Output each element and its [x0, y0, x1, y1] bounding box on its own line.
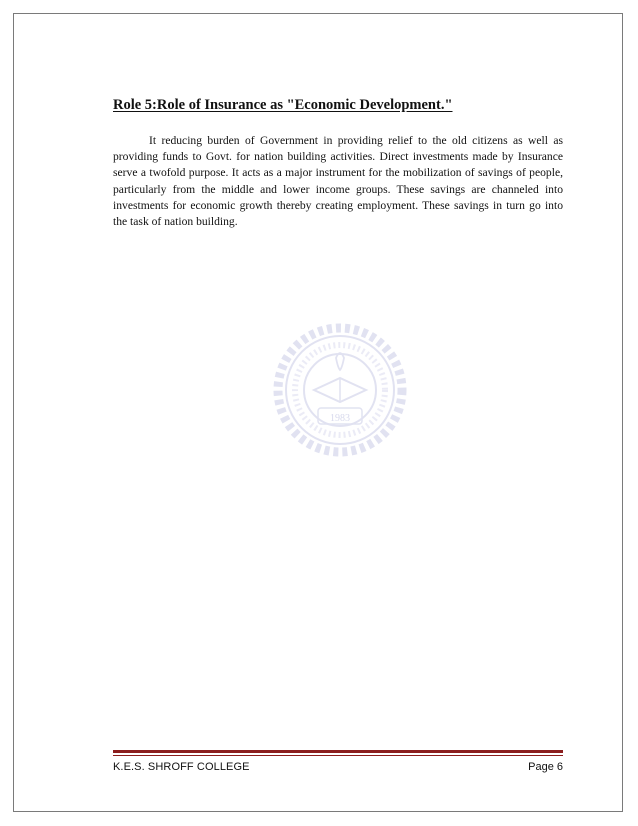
footer-page-number: Page 6: [528, 761, 563, 773]
footer-rule: [113, 750, 563, 753]
footer-college: K.E.S. SHROFF COLLEGE: [113, 761, 250, 773]
section-heading: Role 5:Role of Insurance as "Economic Development.": [113, 97, 453, 113]
seal-year: 1983: [330, 413, 350, 424]
body-paragraph: It reducing burden of Government in providing relief to the old citizens as well as providing funds to Govt. for nation building activities. Direct investments made by Insurance serve a twofold purpose. It acts as a major instrument for the mobilization of savings of people, particularly from the middle and lower income groups. These savings are channeled into investments for economic growth thereby creating employment. These savings in turn go into the task of nation building.: [113, 134, 563, 229]
college-seal-watermark: [270, 318, 410, 468]
footer-rule-thin: [113, 755, 563, 756]
